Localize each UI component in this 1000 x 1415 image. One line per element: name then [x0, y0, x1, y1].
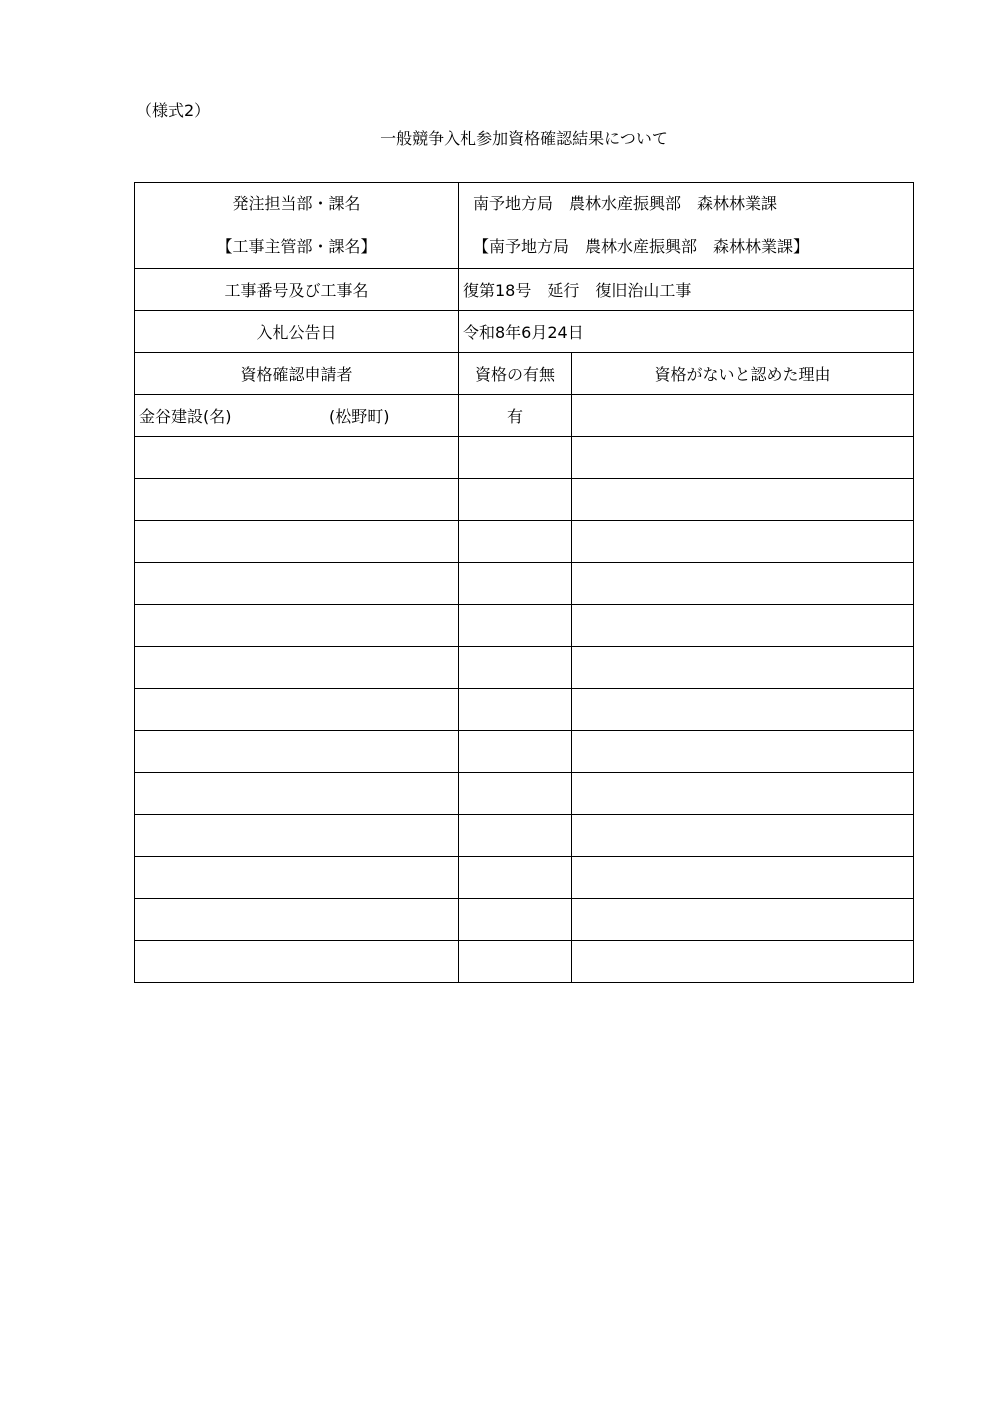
qualification-status — [459, 479, 572, 521]
applicant-row — [135, 731, 914, 773]
project-label: 工事番号及び工事名 — [135, 269, 459, 311]
applicant-row — [135, 857, 914, 899]
applicant-row — [135, 689, 914, 731]
applicant-town: (松野町) — [329, 407, 390, 426]
applicant-row — [135, 605, 914, 647]
disqualification-reason — [572, 647, 914, 689]
applicant-row — [135, 773, 914, 815]
announcement-date: 令和8年6月24日 — [459, 311, 914, 353]
disqualification-reason — [572, 773, 914, 815]
qualification-status — [459, 647, 572, 689]
applicant-row — [135, 395, 914, 437]
applicant-cell — [135, 395, 459, 437]
applicant-row — [135, 899, 914, 941]
applicant-column-header: 資格確認申請者 — [135, 353, 459, 395]
qualification-status — [459, 521, 572, 563]
applicant-cell — [135, 563, 459, 605]
disqualification-reason — [572, 563, 914, 605]
applicant-row — [135, 479, 914, 521]
applicant-row — [135, 941, 914, 983]
qualification-status — [459, 605, 572, 647]
disqualification-reason — [572, 689, 914, 731]
department-label-cell — [135, 183, 459, 269]
applicant-row — [135, 647, 914, 689]
disqualification-reason — [572, 395, 914, 437]
applicant-rows — [135, 395, 914, 983]
applicant-row — [135, 521, 914, 563]
applicant-cell — [135, 941, 459, 983]
applicant-cell — [135, 689, 459, 731]
applicant-row — [135, 563, 914, 605]
qualification-status — [459, 857, 572, 899]
disqualification-reason — [572, 521, 914, 563]
department-value: 南予地方局 農林水産振興部 森林林業課 — [473, 194, 778, 213]
applicant-cell — [135, 479, 459, 521]
qualification-status — [459, 689, 572, 731]
applicant-cell — [135, 647, 459, 689]
disqualification-reason — [572, 605, 914, 647]
disqualification-reason — [572, 479, 914, 521]
document-title: 一般競争入札参加資格確認結果について — [380, 129, 668, 148]
applicant-row — [135, 815, 914, 857]
department-value-cell — [459, 183, 914, 269]
qualification-column-header: 資格の有無 — [459, 353, 572, 395]
qualification-status — [459, 773, 572, 815]
department-row — [135, 183, 914, 269]
applicant-cell — [135, 521, 459, 563]
applicant-cell — [135, 731, 459, 773]
disqualification-reason — [572, 437, 914, 479]
disqualification-reason — [572, 899, 914, 941]
qualification-status — [459, 941, 572, 983]
qualification-status: 有 — [459, 395, 572, 437]
qualification-status — [459, 899, 572, 941]
applicant-name: 金谷建設(名) — [139, 407, 232, 426]
announcement-row — [135, 311, 914, 353]
disqualification-reason — [572, 857, 914, 899]
applicant-cell — [135, 773, 459, 815]
disqualification-reason — [572, 731, 914, 773]
supervising-department-value: 【南予地方局 農林水産振興部 森林林業課】 — [473, 237, 810, 256]
reason-column-header: 資格がないと認めた理由 — [572, 353, 914, 395]
qualification-status — [459, 815, 572, 857]
form-number-label: （様式2） — [136, 101, 211, 120]
qualification-status — [459, 563, 572, 605]
qualification-status — [459, 731, 572, 773]
project-row — [135, 269, 914, 311]
column-header-row — [135, 353, 914, 395]
applicant-cell — [135, 605, 459, 647]
department-label: 発注担当部・課名 — [232, 194, 361, 213]
announcement-label: 入札公告日 — [135, 311, 459, 353]
disqualification-reason — [572, 815, 914, 857]
applicant-cell — [135, 437, 459, 479]
applicant-row — [135, 437, 914, 479]
project-value: 復第18号 延行 復旧治山工事 — [459, 269, 914, 311]
applicant-cell — [135, 815, 459, 857]
applicant-cell — [135, 899, 459, 941]
qualification-result-table — [134, 182, 914, 983]
supervising-department-label: 【工事主管部・課名】 — [216, 237, 377, 256]
disqualification-reason — [572, 941, 914, 983]
qualification-status — [459, 437, 572, 479]
applicant-cell — [135, 857, 459, 899]
